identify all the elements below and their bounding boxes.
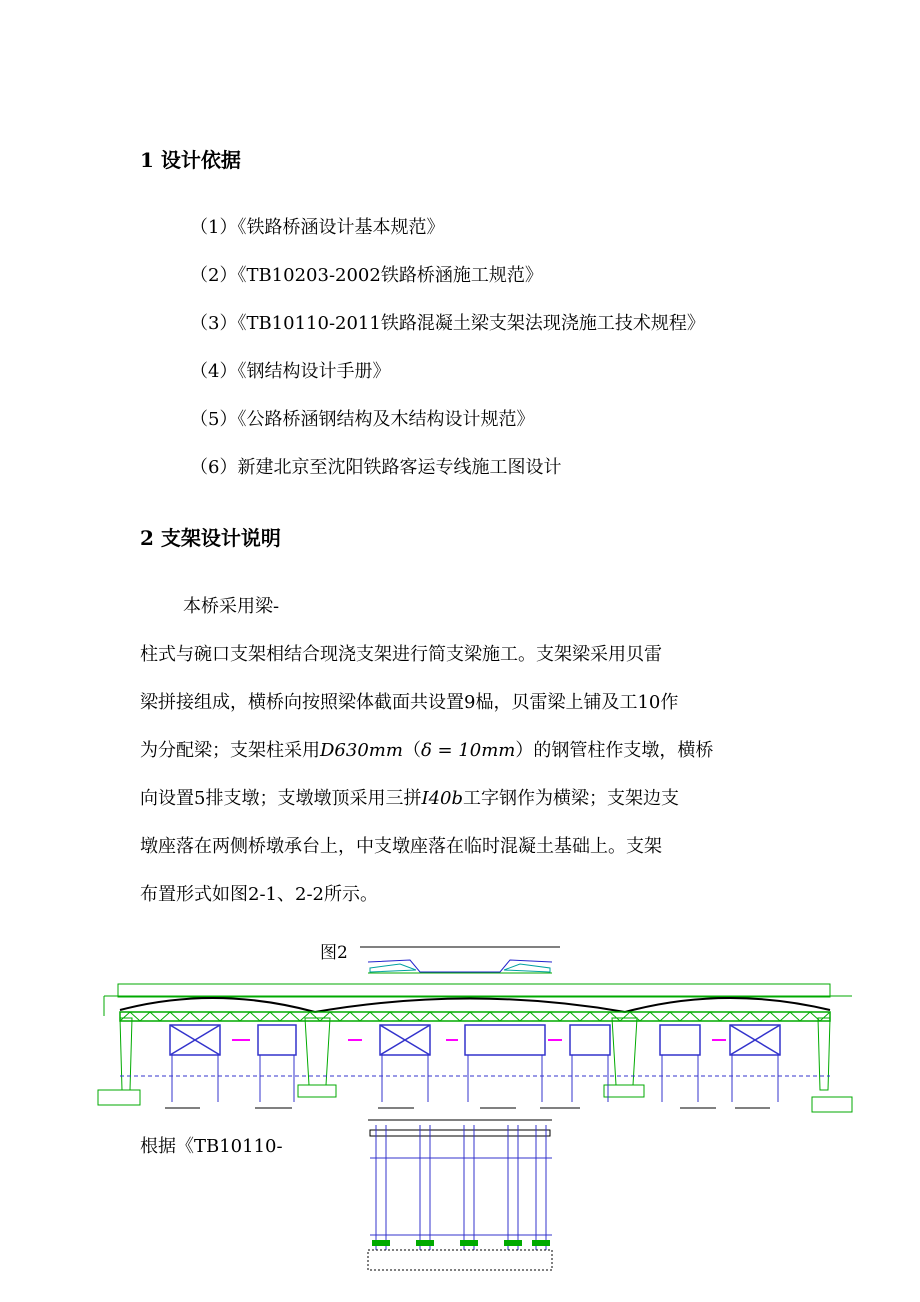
text-segment: （ <box>402 740 421 761</box>
text-segment: 工字钢作为横梁；支架边支 <box>463 788 679 809</box>
figure-label: 图2 <box>320 943 348 963</box>
paragraph-line-7: 布置形式如图2-1、2-2所示。 <box>140 884 378 905</box>
support-elevation <box>98 984 852 1112</box>
section-2-title: 2 支架设计说明 <box>140 526 281 550</box>
paragraph-line-8: 根据《TB10110- <box>140 1136 283 1157</box>
paragraph-line-1: 本桥采用梁- <box>183 596 280 617</box>
reference-item-3: （3）《TB10110-2011铁路混凝土梁支架法现浇施工技术规程》 <box>190 313 705 334</box>
pipe-column-detail <box>368 1120 552 1270</box>
paragraph-line-3: 梁拼接组成，横桥向按照梁体截面共设置9榀，贝雷梁上铺及工10作 <box>140 692 679 713</box>
text-segment: ）的钢管柱作支墩，横桥 <box>515 740 714 761</box>
reference-item-5: （5）《公路桥涵钢结构及木结构设计规范》 <box>190 409 535 430</box>
reference-item-4: （4）《钢结构设计手册》 <box>190 361 391 382</box>
reference-item-6: （6）新建北京至沈阳铁路客运专线施工图设计 <box>190 457 562 478</box>
wall-thickness: δ = 10mm <box>420 740 516 761</box>
section-1-title: 1 设计依据 <box>140 148 241 172</box>
paragraph-line-2: 柱式与碗口支架相结合现浇支架进行简支梁施工。支架梁采用贝雷 <box>140 644 662 665</box>
text-segment: 为分配梁；支架柱采用 <box>140 740 320 761</box>
i-beam-spec: I40b <box>421 788 463 809</box>
reference-item-1: （1）《铁路桥涵设计基本规范》 <box>190 217 445 238</box>
pipe-diameter: D630mm <box>320 740 403 761</box>
reference-item-2: （2）《TB10203-2002铁路桥涵施工规范》 <box>190 265 543 286</box>
paragraph-line-6: 墩座落在两侧桥墩承台上，中支墩座落在临时混凝土基础上。支架 <box>140 836 662 857</box>
box-girder-cross-section <box>360 947 560 973</box>
text-segment: 向设置5排支墩；支墩墩顶采用三拼 <box>140 788 422 809</box>
